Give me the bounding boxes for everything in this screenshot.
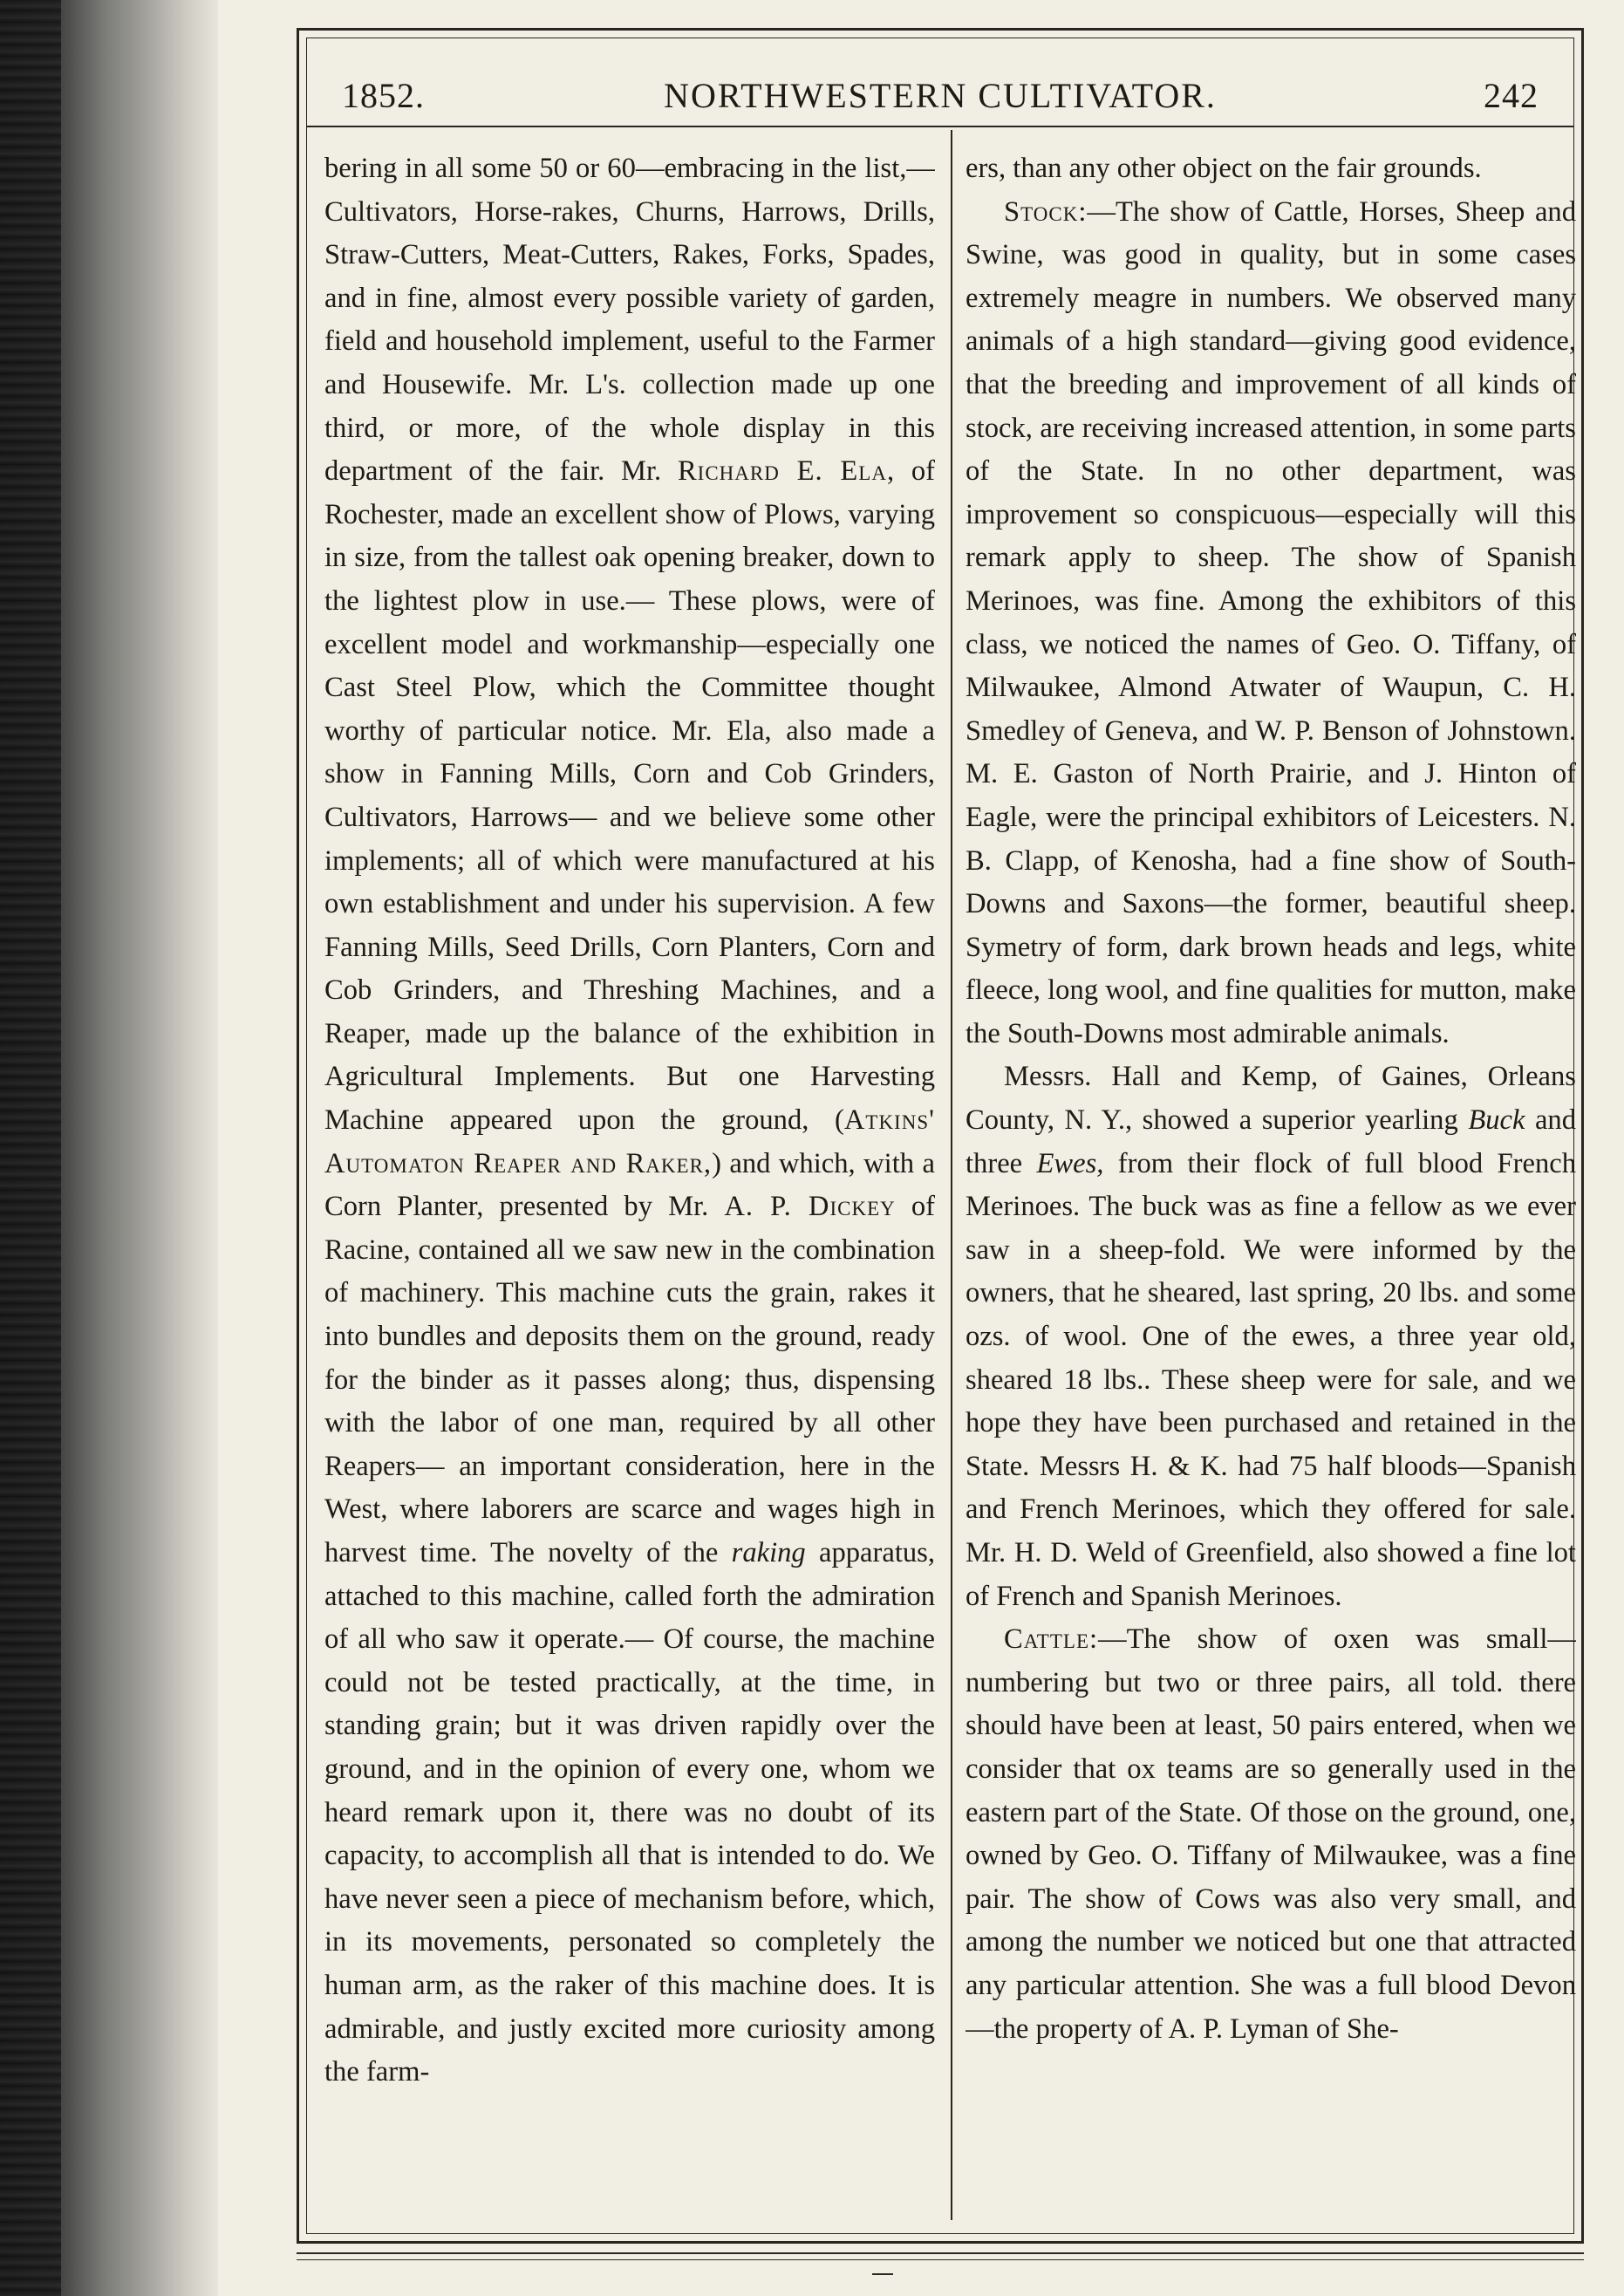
header-year: 1852. <box>342 76 425 115</box>
section-head-cattle: Cattle: <box>1004 1623 1099 1656</box>
left-paragraph-implements: bering in all some 50 or 60—embracing in the list,— Cultivators, Horse-rakes, Churns, Harrows, Drills, Straw-Cutters, Meat-Cutters, Rakes, Forks, Spades, and in fine, almost every possible variety of garden, field and household implement, useful to the Farmer and Housewife. Mr. L's. collection made up one third, or more, of the whole display in this department of the fair. Mr. Richard E. Ela, of Rochester, made an excellent show of Plows, varying in size, from the tallest oak opening breaker, down to the lightest plow in use.— These plows, were of excellent model and workmanship—especially one Cast Steel Plow, which the Committee thought worthy of particular notice. Mr. Ela, also made a show in Fanning Mills, Corn and Cob Grinders, Cultivators, Harrows— and we believe some other implements; all of which were manufactured at his own establishment and under his supervision. A few Fanning Mills, Seed Drills, Corn Planters, Corn and Cob Grinders, and Threshing Machines, and a Reaper, made up the balance of the exhibition in Agricultural Implements. But one Harvesting Machine appeared upon the ground, (Atkins' Automaton Reaper and Raker,) and which, with a Corn Planter, presented by Mr. A. P. Dickey of Racine, contained all we saw new in the combination of machinery. This machine cuts the grain, rakes it into bundles and deposits them on the ground, ready for the binder as it passes along; thus, dispensing with the labor of one man, required by all other Reapers— an important consideration, here in the West, where laborers are scarce and wages high in harvest time. The novelty of the raking apparatus, attached to this machine, called forth the admiration of all who saw it operate.— Of course, the machine could not be tested practically, at the time, in standing grain; but it was driven rapidly over the ground, and in the opinion of every one, whom we heard remark upon it, there was no doubt of its capacity, to accomplish all that is intended to do. We have never seen a piece of mechanism before, which, in its movements, personated so completely the human arm, as the raker of this machine does. It is admirable, and justly excited more curiosity among the farm- <box>324 153 935 2088</box>
right-paragraph-stock: Stock:—The show of Cattle, Horses, Sheep and Swine, was good in quality, but in some cases extremely meagre in numbers. We observed many animals of a high standard—giving good evidence, that the breeding and improvement of all kinds of stock, are receiving increased attention, in some parts of the State. In no other department, was improvement so conspicuous—especially will this remark apply to sheep. The show of Spanish Merinoes, was fine. Among the exhibitors of this class, we noticed the names of Geo. O. Tiffany, of Milwaukee, Almond Atwater of Waupun, C. H. Smedley of Geneva, and W. P. Benson of Johnstown. M. E. Gaston of North Prairie, and J. Hinton of Eagle, were the principal exhibitors of Leicesters. N. B. Clapp, of Kenosha, had a fine show of South-Downs and Saxons—the former, beautiful sheep. Symetry of form, dark brown heads and legs, white fleece, long wool, and fine qualities for mutton, make the South-Downs most admirable animals. <box>966 195 1576 1049</box>
page-inner-border <box>306 38 1574 2234</box>
newspaper-page <box>297 28 1584 2244</box>
page-header <box>342 65 1539 126</box>
left-column <box>324 147 935 2207</box>
header-page-number: 242 <box>1484 76 1539 115</box>
bottom-rule <box>297 2252 1584 2254</box>
header-rule <box>307 126 1573 127</box>
footer-dash <box>872 2273 893 2275</box>
right-paragraph-continuation: ers, than any other object on the fair grounds. <box>966 153 1482 184</box>
header-title: NORTHWESTERN CULTIVATOR. <box>664 76 1217 115</box>
right-column <box>966 147 1576 2207</box>
right-paragraph-hall-kemp: Messrs. Hall and Kemp, of Gaines, Orleans County, N. Y., showed a superior yearling Buck and three Ewes, from their flock of full blood French Merinoes. The buck was as fine a fellow as we ever saw in a sheep-fold. We were informed by the owners, that he sheared, last spring, 20 lbs. and some ozs. of wool. One of the ewes, a three year old, sheared 18 lbs.. These sheep were for sale, and we hope they have been purchased and retained in the State. Messrs H. & K. had 75 half bloods—Spanish and French Merinoes, which they offered for sale. Mr. H. D. Weld of Greenfield, also showed a fine lot of French and Spanish Merinoes. <box>966 1061 1576 1612</box>
right-paragraph-cattle: Cattle:—The show of oxen was small— numbering but two or three pairs, all told. there should have been at least, 50 pairs entered, when we consider that ox teams are so generally used in the eastern part of the State. Of those on the ground, one, owned by Geo. O. Tiffany of Milwaukee, was a fine pair. The show of Cows was also very small, and among the number we noticed but one that attracted any particular attention. She was a full blood Devon—the property of A. P. Lyman of She- <box>966 1623 1576 2045</box>
binding-shadow <box>0 0 61 2296</box>
bottom-rule-thin <box>297 2259 1584 2260</box>
column-divider <box>951 130 952 2220</box>
section-head-stock: Stock: <box>1004 195 1088 228</box>
